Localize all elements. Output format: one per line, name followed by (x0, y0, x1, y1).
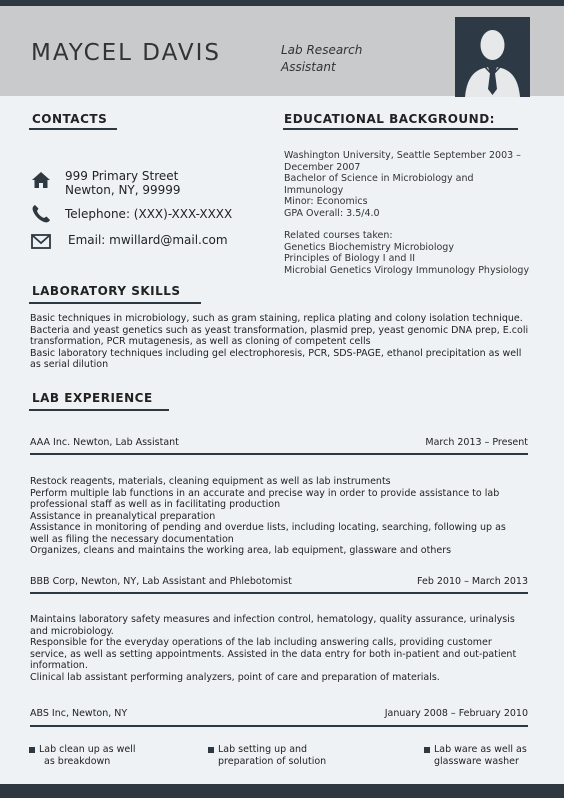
contacts-heading-underline (29, 128, 117, 130)
bullet-item (424, 744, 527, 767)
bullet-line: Lab clean up as well (39, 744, 136, 755)
bullet-line: preparation of solution (218, 755, 327, 767)
duty-line: and microbiology. (30, 625, 114, 637)
duty-line: Assistance in monitoring of pending and overdue lists, including locating, searching, following up as (30, 522, 506, 533)
address-line-1: 999 Primary Street (65, 169, 179, 183)
education-line: Washington University, Seattle September 2003 – (284, 150, 521, 161)
contact-email (30, 230, 228, 252)
skills-heading-underline (29, 302, 201, 304)
home-icon (30, 169, 52, 191)
skills-line: Bacteria and yeast genetics such as yeast transformation, plasmid prep, yeast genomic DNA prep, E.coli (30, 324, 529, 336)
education-line: Bachelor of Science in Microbiology and (284, 173, 474, 184)
bullet-square-icon (29, 747, 35, 753)
job-header (30, 576, 528, 587)
duty-line: Clinical lab assistant performing analyzers, point of care and preparation of materials. (30, 671, 440, 683)
bullet-line: Lab ware as well as (434, 744, 527, 755)
job-duties (30, 476, 540, 557)
job-dates: Feb 2010 – March 2013 (417, 576, 528, 587)
job-dates: March 2013 – Present (425, 437, 528, 448)
education-heading: EDUCATIONAL BACKGROUND: (284, 112, 495, 126)
job-title-company: BBB Corp, Newton, NY, Lab Assistant and Phlebotomist (30, 576, 292, 587)
bullet-line: as breakdown (44, 755, 111, 767)
duty-line: Restock reagents, materials, cleaning equipment as well as lab instruments (30, 476, 391, 487)
bullet-square-icon (208, 747, 214, 753)
job-duties (30, 614, 540, 683)
duty-line: Organizes, cleans and maintains the working area, lab equipment, glassware and others (30, 545, 452, 556)
skills-text (30, 313, 540, 371)
duty-line: Assistance in preanalytical preparation (30, 510, 216, 522)
phone-icon (30, 203, 52, 225)
duty-line: service, as well as setting appointments. Assisted in the data entry for both in-patient and out-patient (30, 648, 517, 660)
experience-heading: LAB EXPERIENCE (32, 391, 153, 405)
job-dates: January 2008 – February 2010 (384, 708, 528, 719)
contact-phone (30, 203, 232, 225)
header-band (0, 6, 564, 96)
education-line: Minor: Economics (284, 196, 368, 207)
skills-line: transformation, PCR mutagenesis, as well as cloning of competent cells (30, 336, 371, 347)
contacts-heading: CONTACTS (32, 112, 108, 126)
duty-line: Maintains laboratory safety measures and infection control, hematology, quality assurance, urinalysis (30, 614, 515, 625)
job-header (30, 437, 528, 448)
education-line: Immunology (284, 184, 344, 196)
candidate-name: MAYCEL DAVIS (31, 40, 221, 66)
phone-number: Telephone: (XXX)-XXX-XXXX (65, 207, 233, 221)
skills-line: Basic techniques in microbiology, such as gram staining, replica plating and colony isolation technique. (30, 313, 523, 324)
bullet-line: Lab setting up and (218, 744, 308, 755)
duty-line: well as filing the necessary documentation (30, 533, 234, 545)
job-title-company: ABS Inc, Newton, NY (30, 708, 128, 719)
course-line: Principles of Biology I and II (284, 253, 416, 264)
course-line: Microbial Genetics Virology Immunology Physiology (284, 264, 530, 276)
skills-heading: LABORATORY SKILLS (32, 284, 181, 298)
bullet-square-icon (424, 747, 430, 753)
experience-heading-underline (29, 409, 169, 411)
job-title (281, 42, 401, 76)
bullet-item (208, 744, 326, 767)
job-divider (30, 592, 528, 594)
job-divider (30, 453, 528, 455)
skills-line: as serial dilution (30, 359, 109, 370)
contact-address (30, 169, 181, 197)
education-line: December 2007 (284, 161, 361, 173)
duty-line: Responsible for the everyday operations of the lab including answering calls, providing customer (30, 637, 492, 648)
job-title-company: AAA Inc. Newton, Lab Assistant (30, 437, 179, 448)
job-title-line-1: Lab Research (281, 43, 363, 57)
job-title-line-2: Assistant (281, 60, 336, 74)
skills-line: Basic laboratory techniques including gel electrophoresis, PCR, SDS-PAGE, ethanol precipitation as well (30, 347, 522, 359)
education-details (284, 150, 544, 276)
profile-photo-placeholder (455, 17, 530, 97)
duty-line: Perform multiple lab functions in an accurate and precise way in order to provide assistance to lab (30, 487, 500, 499)
envelope-icon (30, 230, 52, 252)
bottom-bar (0, 784, 564, 798)
bullet-line: glassware washer (434, 755, 519, 767)
education-line: GPA Overall: 3.5/4.0 (284, 207, 380, 219)
duty-line: professional staff as well as in facilitating production (30, 499, 281, 510)
job-header (30, 708, 528, 719)
courses-title: Related courses taken: (284, 230, 393, 241)
job-divider (30, 725, 528, 727)
person-silhouette-icon (455, 17, 530, 97)
education-heading-underline (283, 128, 518, 130)
bullet-item (29, 744, 136, 767)
duty-line: information. (30, 660, 88, 671)
email-address: Email: mwillard@mail.com (68, 233, 228, 247)
address-line-2: Newton, NY, 99999 (65, 183, 181, 197)
course-line: Genetics Biochemistry Microbiology (284, 241, 454, 253)
